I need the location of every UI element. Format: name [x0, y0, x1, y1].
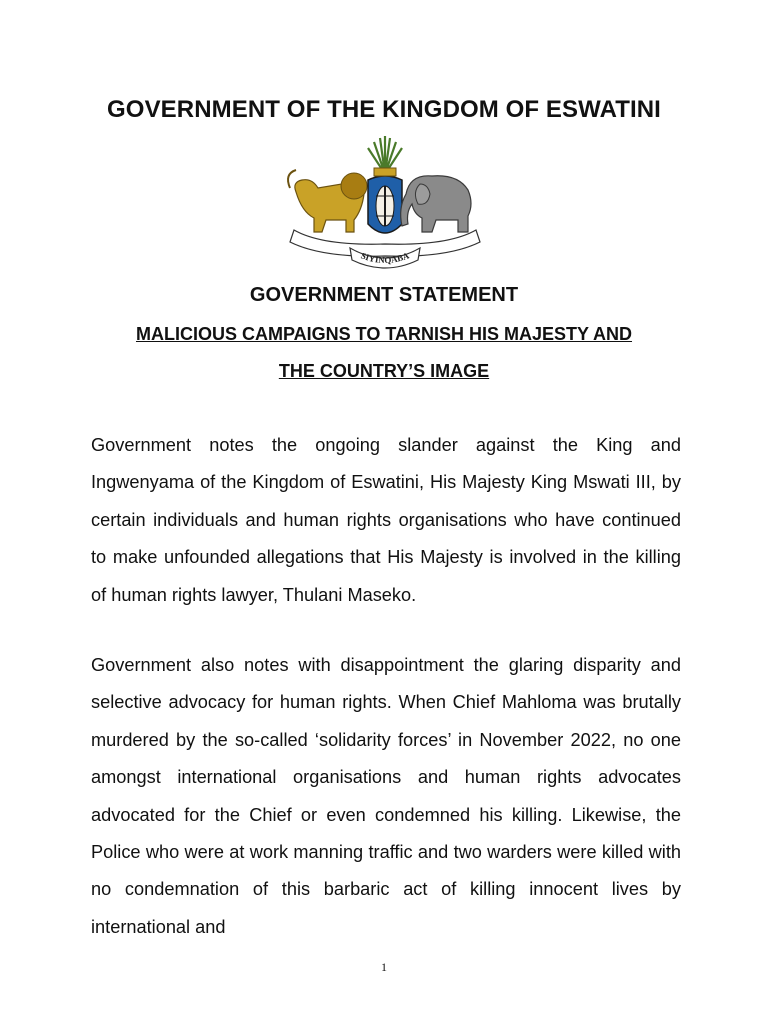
emblem-motto: SIYINQABA [359, 250, 411, 266]
page-number: 1 [381, 960, 387, 974]
shield-icon [368, 176, 402, 233]
statement-label: GOVERNMENT STATEMENT [249, 284, 519, 306]
body-paragraph: Government notes the ongoing slander against the King and Ingwenyama of the Kingdom of Eswatini, His Majesty King Mswati III, by certain individuals and human rights organisations who have continued to make unfounded allegations that His Majesty is involved in the killing of human rights lawyer, Thulani Maseko. [91, 435, 681, 605]
statement-heading-line-1: MALICIOUS CAMPAIGNS TO TARNISH HIS MAJESTY AND [135, 324, 633, 344]
eswatini-coat-of-arms-icon [282, 134, 488, 274]
crest-plumes-icon [368, 136, 402, 176]
lion-icon [288, 170, 367, 232]
statement-heading-line-2: THE COUNTRY’S IMAGE [278, 361, 490, 381]
elephant-icon [401, 176, 471, 232]
body-paragraph: Government also notes with disappointment the glaring disparity and selective advocacy for human rights. When Chief Mahloma was brutally murdered by the so-called ‘solidarity forces’ in November 2022, no one amongst international organisations and human rights advocates advocated for the Chief or even condemned his killing. Likewise, the Police who were at work manning traffic and two warders were killed with no condemnation of this barbaric act of killing innocent lives by international and [91, 655, 681, 937]
document-title: GOVERNMENT OF THE KINGDOM OF ESWATINI [107, 96, 661, 123]
